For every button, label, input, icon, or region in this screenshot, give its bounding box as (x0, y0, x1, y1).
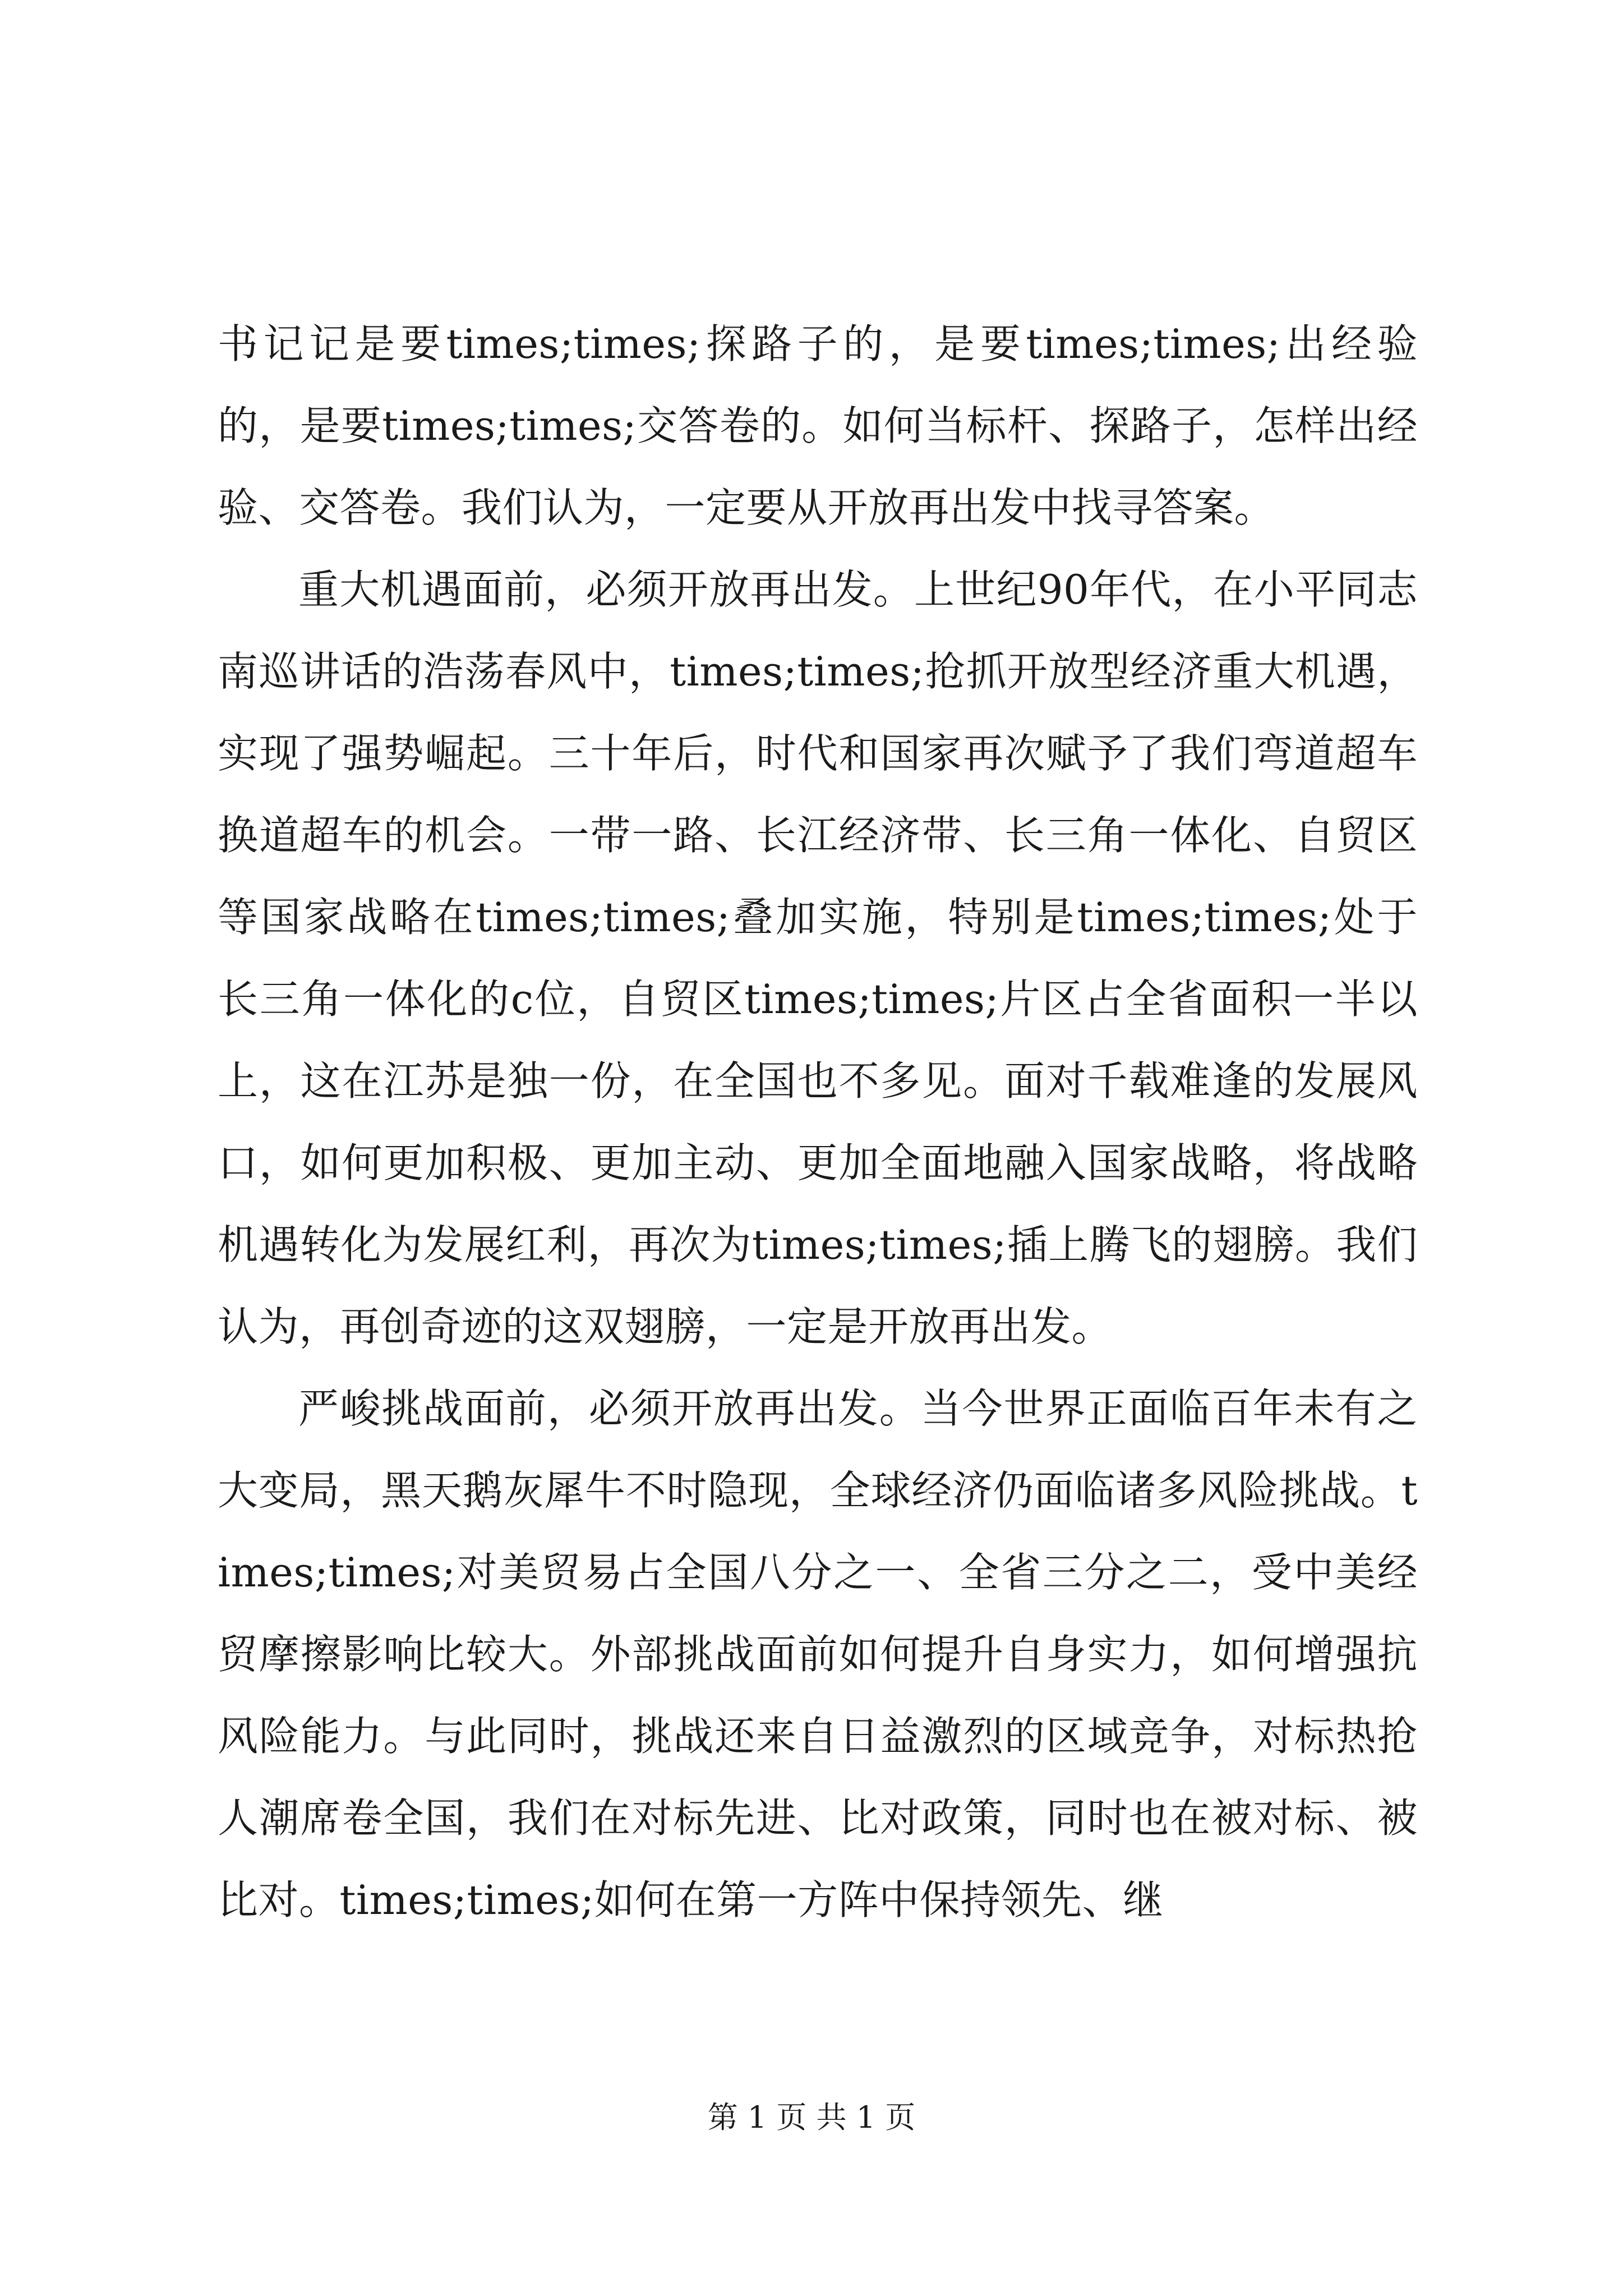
paragraph-3: 严峻挑战面前，必须开放再出发。当今世界正面临百年未有之大变局，黑天鹅灰犀牛不时隐现，全球经济仍面临诸多风险挑战。times;times;对美贸易占全国八分之一、全省三分之二，受中美经贸摩擦影响比较大。外部挑战面前如何提升自身实力，如何增强抗风险能力。与此同时，挑战还来自日益激烈的区域竞争，对标热抢人潮席卷全国，我们在对标先进、比对政策，同时也在被对标、被比对。times;times;如何在第一方阵中保持领先、继 (218, 1385, 1418, 1924)
document-body (218, 303, 1418, 1941)
page-footer: 第 1 页 共 1 页 (707, 2100, 916, 2135)
paragraph-2: 重大机遇面前，必须开放再出发。上世纪90年代，在小平同志南巡讲话的浩荡春风中，times;times;抢抓开放型经济重大机遇，实现了强势崛起。三十年后，时代和国家再次赋予了我们弯道超车换道超车的机会。一带一路、长江经济带、长三角一体化、自贸区等国家战略在times;times;叠加实施，特别是times;times;处于长三角一体化的c位，自贸区times;times;片区占全省面积一半以上，这在江苏是独一份，在全国也不多见。面对千载难逢的发展风口，如何更加积极、更加主动、更加全面地融入国家战略，将战略机遇转化为发展红利，再次为times;times;插上腾飞的翅膀。我们认为，再创奇迹的这双翅膀，一定是开放再出发。 (218, 566, 1418, 1350)
paragraph-1: 书记记是要times;times;探路子的，是要times;times;出经验的，是要times;times;交答卷的。如何当标杆、探路子，怎样出经验、交答卷。我们认为，一定要从开放再出发中找寻答案。 (218, 320, 1418, 531)
